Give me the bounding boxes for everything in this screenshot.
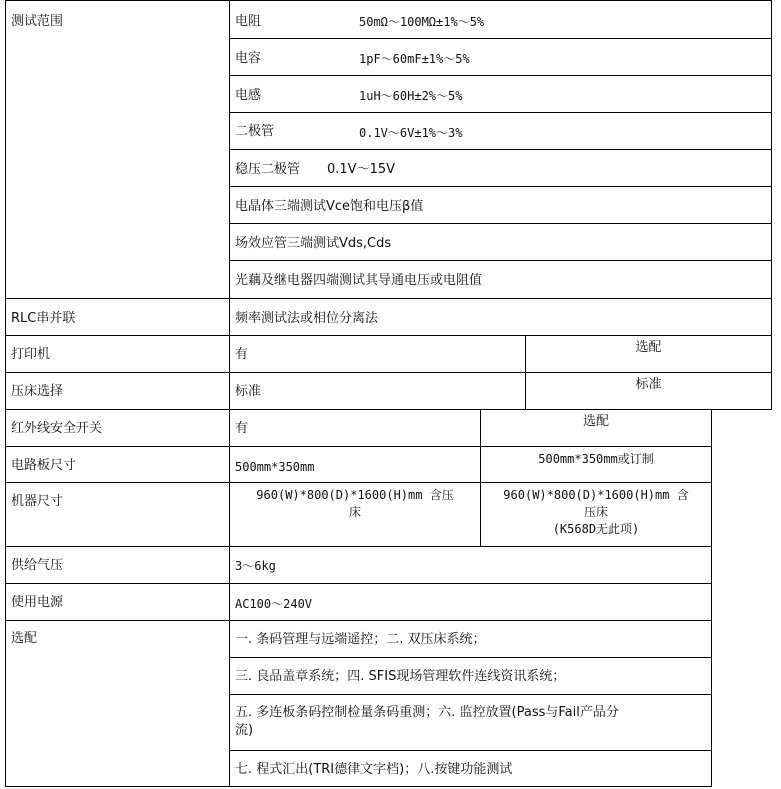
machine-size-option-cell xyxy=(480,482,712,547)
machine-size-option-line3: (K568D无此项) xyxy=(552,522,640,536)
inductance-row xyxy=(229,75,772,113)
resistance-name: 电阻 xyxy=(235,14,262,29)
board-size-label-cell xyxy=(5,446,230,483)
diode-name: 二极管 xyxy=(235,124,275,139)
option-item-row xyxy=(229,694,712,751)
ir-switch-standard: 有 xyxy=(235,421,249,436)
board-size-standard-cell xyxy=(229,446,481,483)
printer-label: 打印机 xyxy=(11,347,51,362)
option-item-text-continued: 流) xyxy=(235,723,254,738)
board-size-label: 电路板尺寸 xyxy=(11,458,77,473)
capacitance-row xyxy=(229,38,772,76)
board-size-standard: 500mm*350mm xyxy=(235,460,315,474)
optocoupler-row xyxy=(229,260,772,299)
capacitance-value: 1pF～60mF±1%～5% xyxy=(359,52,470,66)
option-item-text: 一. 条码管理与远端遥控；二. 双压床系统； xyxy=(235,632,486,647)
option-item-text: 五. 多连板条码控制检量条码重测；六. 监控放置(Pass与Fail产品分 xyxy=(235,705,619,720)
options-label: 选配 xyxy=(11,631,38,646)
machine-size-label: 机器尺寸 xyxy=(11,494,64,509)
machine-size-option-line1: 960(W)*800(D)*1600(H)mm 含 xyxy=(503,488,689,502)
machine-size-option-line2: 压床 xyxy=(583,505,608,519)
option-item-row xyxy=(229,750,712,787)
resistance-row xyxy=(229,0,772,39)
option-item-text: 三. 良品盖章系统；四. SFIS现场管理软件连线资讯系统； xyxy=(235,669,566,684)
press-bed-standard-cell xyxy=(229,372,526,410)
printer-option: 选配 xyxy=(635,340,662,355)
inductance-value: 1uH～60H±2%～5% xyxy=(359,89,463,103)
press-bed-option: 标准 xyxy=(635,377,662,392)
printer-standard: 有 xyxy=(235,347,249,362)
rlc-label-cell xyxy=(5,298,230,336)
ir-switch-option-cell xyxy=(480,409,712,447)
rlc-label: RLC串并联 xyxy=(11,311,76,326)
press-bed-option-cell xyxy=(525,372,772,410)
option-item-text: 七. 程式汇出(TRI德律文字档)；八.按键功能测试 xyxy=(235,762,513,777)
zener-diode-name: 稳压二极管 xyxy=(235,162,301,177)
option-item-row xyxy=(229,620,712,658)
board-size-option: 500mm*350mm或订制 xyxy=(538,452,654,466)
power-label: 使用电源 xyxy=(11,595,64,610)
air-pressure-value-cell xyxy=(229,546,712,584)
press-bed-label-cell xyxy=(5,372,230,410)
board-size-option-cell xyxy=(480,446,712,483)
options-label-cell xyxy=(5,620,230,787)
option-item-row xyxy=(229,657,712,695)
press-bed-label: 压床选择 xyxy=(11,384,64,399)
printer-label-cell xyxy=(5,335,230,373)
machine-size-label-cell xyxy=(5,482,230,547)
machine-size-standard-line1: 960(W)*800(D)*1600(H)mm 含压 xyxy=(256,488,454,502)
transistor-row xyxy=(229,186,772,224)
power-value-cell xyxy=(229,583,712,621)
printer-option-cell xyxy=(525,335,772,373)
diode-value: 0.1V～6V±1%～3% xyxy=(359,126,463,140)
power-value: AC100～240V xyxy=(235,597,313,611)
transistor-text: 电晶体三端测试Vce饱和电压β值 xyxy=(235,199,424,214)
capacitance-name: 电容 xyxy=(235,51,262,66)
rlc-value: 频率测试法或相位分离法 xyxy=(235,311,379,326)
fet-row xyxy=(229,223,772,261)
resistance-value: 50mΩ～100MΩ±1%～5% xyxy=(359,15,485,29)
test-range-label-cell xyxy=(5,0,230,299)
air-pressure-label: 供给气压 xyxy=(11,558,64,573)
ir-switch-option: 选配 xyxy=(582,414,609,429)
diode-row xyxy=(229,112,772,150)
rlc-value-cell xyxy=(229,298,772,336)
ir-switch-label: 红外线安全开关 xyxy=(11,421,103,436)
press-bed-standard: 标准 xyxy=(235,384,262,399)
air-pressure-label-cell xyxy=(5,546,230,584)
test-range-label: 测试范围 xyxy=(11,14,64,29)
inductance-name: 电感 xyxy=(235,88,262,103)
machine-size-standard-line2: 床 xyxy=(348,505,361,519)
optocoupler-text: 光藕及继电器四端测试其导通电压或电阻值 xyxy=(235,273,483,288)
power-label-cell xyxy=(5,583,230,621)
zener-diode-value: 0.1V～15V xyxy=(327,162,396,177)
air-pressure-value: 3～6kg xyxy=(235,559,276,573)
zener-diode-row xyxy=(229,149,772,187)
ir-switch-standard-cell xyxy=(229,409,481,447)
ir-switch-label-cell xyxy=(5,409,230,447)
machine-size-standard-cell xyxy=(229,482,481,547)
printer-standard-cell xyxy=(229,335,526,373)
fet-text: 场效应管三端测试Vds,Cds xyxy=(235,236,392,251)
